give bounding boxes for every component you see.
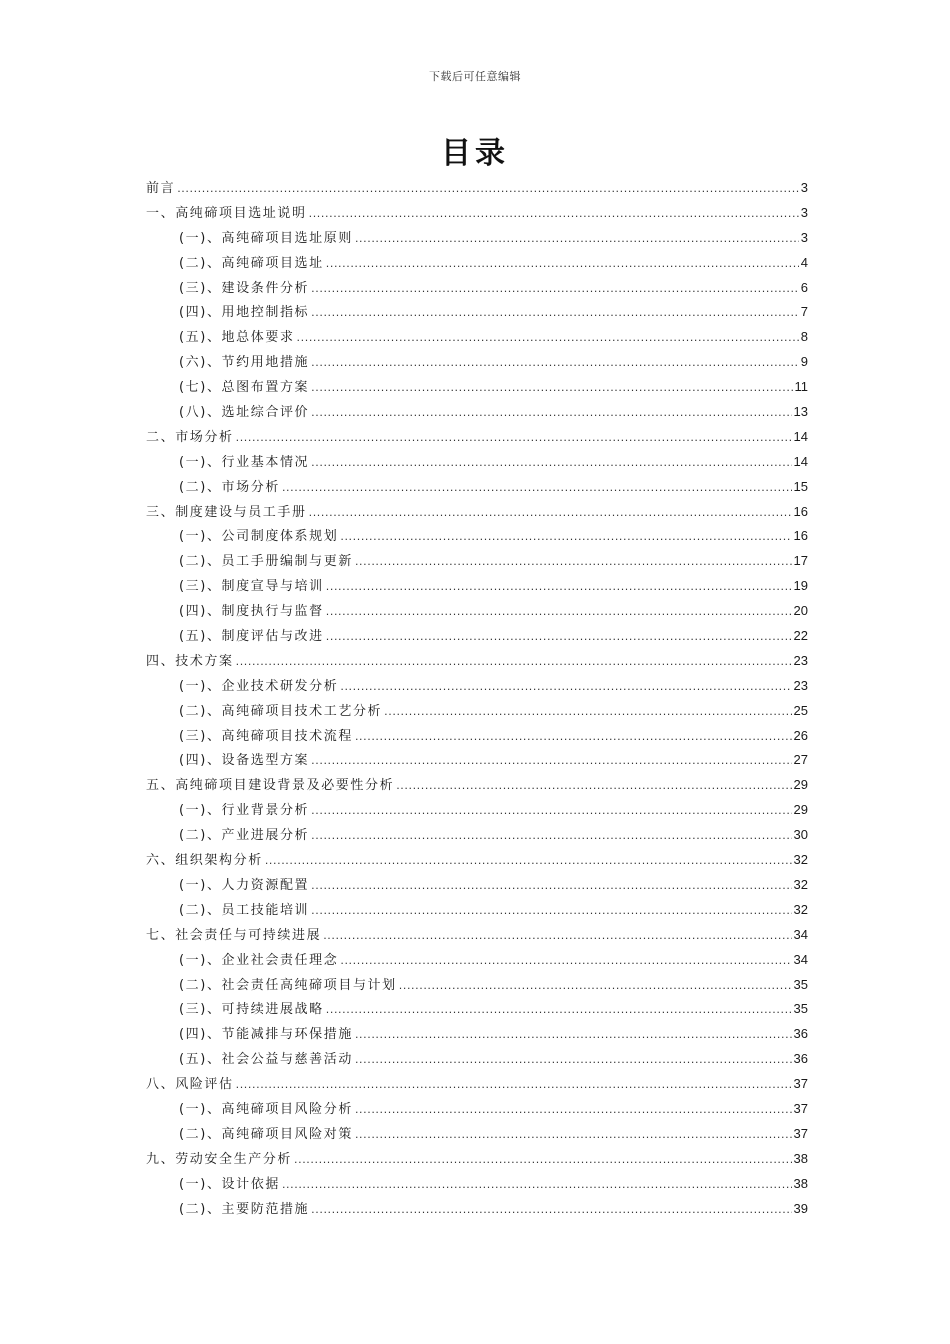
toc-entry-page-number[interactable]: 13 [793, 404, 808, 420]
toc-entry-title[interactable]: (一)、人力资源配置 [179, 877, 310, 893]
toc-entry[interactable] [146, 649, 808, 674]
toc-entry-page-number[interactable]: 9 [800, 354, 808, 370]
toc-entry-page-number[interactable]: 6 [800, 279, 808, 295]
toc-dot-leader [311, 799, 791, 824]
toc-entry-page-number[interactable]: 17 [793, 553, 808, 569]
toc-dot-leader [355, 550, 792, 575]
header-note: 下载后可任意编辑 [429, 70, 521, 83]
toc-dot-leader [311, 351, 799, 376]
toc-entry-page-number[interactable]: 19 [793, 578, 808, 594]
toc-entry-page-number[interactable]: 29 [793, 802, 808, 818]
toc-entry-title[interactable]: (一)、高纯碲项目选址原则 [179, 230, 353, 246]
toc-list [146, 176, 808, 1221]
toc-dot-leader [311, 824, 791, 849]
toc-entry-title[interactable]: 三、制度建设与员工手册 [146, 504, 307, 520]
toc-entry-title[interactable]: (四)、制度执行与监督 [179, 604, 324, 620]
toc-entry-title[interactable]: (三)、制度宣导与培训 [179, 579, 324, 595]
toc-entry[interactable] [146, 226, 808, 251]
toc-dot-leader [355, 227, 799, 252]
toc-entry-page-number[interactable]: 14 [793, 428, 808, 444]
toc-entry[interactable] [146, 599, 808, 624]
toc-entry[interactable] [146, 624, 808, 649]
toc-entry[interactable] [146, 798, 808, 823]
toc-entry[interactable] [146, 973, 808, 998]
toc-dot-leader [265, 849, 792, 874]
toc-entry-title[interactable]: (一)、高纯碲项目风险分析 [179, 1101, 353, 1117]
toc-entry[interactable] [146, 574, 808, 599]
toc-dot-leader [309, 501, 792, 526]
toc-dot-leader [326, 575, 792, 600]
toc-dot-leader [340, 675, 791, 700]
toc-entry-page-number[interactable]: 32 [793, 901, 808, 917]
toc-entry[interactable] [146, 375, 808, 400]
toc-entry-title[interactable]: (二)、高纯碲项目技术工艺分析 [179, 703, 383, 719]
toc-dot-leader [323, 924, 791, 949]
toc-entry-page-number[interactable]: 36 [793, 1051, 808, 1067]
toc-dot-leader [326, 600, 792, 625]
toc-entry[interactable] [146, 549, 808, 574]
toc-entry-page-number[interactable]: 32 [793, 876, 808, 892]
toc-entry-page-number[interactable]: 14 [793, 453, 808, 469]
toc-dot-leader [311, 277, 799, 302]
toc-entry[interactable] [146, 1047, 808, 1072]
toc-entry-page-number[interactable]: 15 [793, 478, 808, 494]
toc-entry-page-number[interactable]: 32 [793, 852, 808, 868]
toc-entry-title[interactable]: 前言 [146, 181, 176, 196]
toc-entry[interactable] [146, 674, 808, 699]
toc-entry-page-number[interactable]: 16 [793, 503, 808, 519]
toc-dot-leader [340, 525, 791, 550]
toc-entry[interactable] [146, 898, 808, 923]
toc-dot-leader [311, 301, 799, 326]
toc-entry[interactable] [146, 773, 808, 798]
toc-entry-page-number[interactable]: 23 [793, 652, 808, 668]
toc-dot-leader [326, 625, 792, 650]
toc-dot-leader [399, 974, 792, 999]
toc-entry-page-number[interactable]: 7 [800, 304, 808, 320]
toc-entry-title[interactable]: (四)、节能减排与环保措施 [179, 1027, 353, 1043]
toc-entry[interactable] [146, 823, 808, 848]
toc-dot-leader [311, 376, 792, 401]
toc-entry-title[interactable]: 二、市场分析 [146, 429, 234, 445]
toc-entry[interactable] [146, 300, 808, 325]
toc-entry-page-number[interactable]: 36 [793, 1026, 808, 1042]
toc-dot-leader [236, 650, 792, 675]
toc-entry[interactable] [146, 425, 808, 450]
toc-entry-title[interactable]: (二)、主要防范措施 [179, 1201, 310, 1217]
toc-entry-title[interactable]: (五)、社会公益与慈善活动 [179, 1052, 353, 1068]
toc-entry-page-number[interactable]: 25 [793, 702, 808, 718]
toc-entry-title[interactable]: (三)、高纯碲项目技术流程 [179, 728, 353, 744]
toc-dot-leader [297, 326, 799, 351]
toc-entry-page-number[interactable]: 11 [794, 379, 808, 395]
toc-entry-title[interactable]: (一)、行业背景分析 [179, 803, 310, 819]
toc-entry-page-number[interactable]: 3 [800, 229, 808, 245]
toc-dot-leader [236, 1073, 792, 1098]
toc-entry[interactable] [146, 1097, 808, 1122]
toc-entry-title[interactable]: 一、高纯碲项目选址说明 [146, 205, 307, 221]
toc-entry-title[interactable]: (二)、员工技能培训 [179, 902, 310, 918]
toc-entry-title[interactable]: (二)、高纯碲项目风险对策 [179, 1126, 353, 1142]
toc-entry-page-number[interactable]: 35 [793, 1001, 808, 1017]
toc-entry-page-number[interactable]: 20 [793, 603, 808, 619]
toc-entry-page-number[interactable]: 38 [793, 1150, 808, 1166]
toc-entry[interactable] [146, 176, 808, 201]
toc-entry[interactable] [146, 1197, 808, 1222]
toc-entry[interactable] [146, 524, 808, 549]
toc-entry-title[interactable]: (四)、设备选型方案 [179, 753, 310, 769]
toc-entry-title[interactable]: (五)、制度评估与改进 [179, 629, 324, 645]
toc-entry[interactable] [146, 1172, 808, 1197]
toc-entry-title[interactable]: 五、高纯碲项目建设背景及必要性分析 [146, 778, 395, 794]
toc-dot-leader [177, 177, 799, 202]
toc-dot-leader [326, 252, 799, 277]
toc-dot-leader [294, 1148, 792, 1173]
toc-entry[interactable] [146, 350, 808, 375]
toc-entry[interactable] [146, 450, 808, 475]
toc-entry[interactable] [146, 1022, 808, 1047]
toc-entry-page-number[interactable]: 26 [793, 727, 808, 743]
toc-entry-page-number[interactable]: 22 [793, 628, 808, 644]
toc-entry-title[interactable]: 八、风险评估 [146, 1077, 234, 1093]
toc-entry-page-number[interactable]: 8 [800, 329, 808, 345]
toc-entry-page-number[interactable]: 38 [793, 1175, 808, 1191]
toc-entry[interactable] [146, 923, 808, 948]
toc-entry-title[interactable]: (一)、公司制度体系规划 [179, 529, 339, 545]
toc-entry-title[interactable]: (三)、建设条件分析 [179, 280, 310, 296]
toc-entry-title[interactable]: (二)、市场分析 [179, 479, 280, 495]
toc-entry-title[interactable]: (七)、总图布置方案 [179, 380, 310, 396]
toc-dot-leader [396, 774, 791, 799]
toc-entry-page-number[interactable]: 39 [793, 1200, 808, 1216]
toc-entry-title[interactable]: (一)、行业基本情况 [179, 454, 310, 470]
toc-dot-leader [311, 451, 791, 476]
toc-entry[interactable] [146, 724, 808, 749]
toc-dot-leader [311, 401, 791, 426]
toc-dot-leader [311, 1198, 791, 1223]
toc-entry-page-number[interactable]: 27 [793, 752, 808, 768]
toc-dot-leader [282, 476, 792, 501]
toc-dot-leader [340, 949, 791, 974]
toc-entry-title[interactable]: (三)、可持续进展战略 [179, 1002, 324, 1018]
toc-entry-title[interactable]: 九、劳动安全生产分析 [146, 1151, 293, 1167]
toc-entry-title[interactable]: (六)、节约用地措施 [179, 355, 310, 371]
toc-entry[interactable] [146, 1122, 808, 1147]
toc-entry[interactable] [146, 748, 808, 773]
toc-entry-page-number[interactable]: 23 [793, 677, 808, 693]
toc-dot-leader [355, 1048, 792, 1073]
toc-dot-leader [326, 998, 792, 1023]
toc-dot-leader [355, 1098, 792, 1123]
toc-dot-leader [311, 749, 791, 774]
toc-entry-page-number[interactable]: 29 [793, 777, 808, 793]
toc-entry-title[interactable]: (五)、地总体要求 [179, 330, 295, 346]
toc-entry-title[interactable]: (一)、企业社会责任理念 [179, 952, 339, 968]
toc-entry-title[interactable]: 六、组织架构分析 [146, 853, 263, 869]
toc-dot-leader [384, 700, 791, 725]
toc-entry-page-number[interactable]: 16 [793, 528, 808, 544]
toc-entry[interactable] [146, 325, 808, 350]
toc-dot-leader [355, 725, 792, 750]
toc-entry-title[interactable]: (二)、社会责任高纯碲项目与计划 [179, 977, 397, 993]
toc-entry-title[interactable]: (二)、高纯碲项目选址 [179, 255, 324, 271]
toc-entry[interactable] [146, 948, 808, 973]
toc-entry-title[interactable]: (二)、员工手册编制与更新 [179, 554, 353, 570]
toc-entry-title[interactable]: (一)、企业技术研发分析 [179, 678, 339, 694]
toc-dot-leader [236, 426, 792, 451]
toc-entry[interactable] [146, 848, 808, 873]
toc-entry[interactable] [146, 276, 808, 301]
toc-entry[interactable] [146, 873, 808, 898]
toc-entry[interactable] [146, 475, 808, 500]
toc-entry-page-number[interactable]: 37 [793, 1100, 808, 1116]
toc-entry[interactable] [146, 1147, 808, 1172]
toc-entry-page-number[interactable]: 34 [793, 951, 808, 967]
toc-entry-page-number[interactable]: 3 [800, 180, 808, 195]
toc-entry-page-number[interactable]: 37 [793, 1076, 808, 1092]
toc-entry-page-number[interactable]: 3 [800, 204, 808, 220]
toc-entry[interactable] [146, 400, 808, 425]
toc-entry-title[interactable]: (二)、产业进展分析 [179, 828, 310, 844]
toc-entry-page-number[interactable]: 34 [793, 926, 808, 942]
toc-entry[interactable] [146, 1072, 808, 1097]
toc-dot-leader [309, 202, 799, 227]
toc-dot-leader [311, 874, 791, 899]
toc-title: 目录 [441, 136, 509, 171]
toc-entry-title[interactable]: (一)、设计依据 [179, 1176, 280, 1192]
toc-entry-page-number[interactable]: 30 [793, 827, 808, 843]
toc-entry-title[interactable]: 四、技术方案 [146, 653, 234, 669]
toc-entry[interactable] [146, 500, 808, 525]
toc-dot-leader [311, 899, 791, 924]
toc-entry-title[interactable]: (八)、选址综合评价 [179, 405, 310, 421]
toc-entry[interactable] [146, 997, 808, 1022]
toc-entry-title[interactable]: 七、社会责任与可持续进展 [146, 927, 322, 943]
toc-entry[interactable] [146, 251, 808, 276]
toc-entry[interactable] [146, 699, 808, 724]
toc-dot-leader [355, 1123, 792, 1148]
toc-entry[interactable] [146, 201, 808, 226]
toc-dot-leader [282, 1173, 792, 1198]
toc-entry-title[interactable]: (四)、用地控制指标 [179, 305, 310, 321]
toc-entry-page-number[interactable]: 4 [800, 254, 808, 270]
toc-dot-leader [355, 1023, 792, 1048]
toc-entry-page-number[interactable]: 37 [793, 1125, 808, 1141]
toc-entry-page-number[interactable]: 35 [793, 976, 808, 992]
